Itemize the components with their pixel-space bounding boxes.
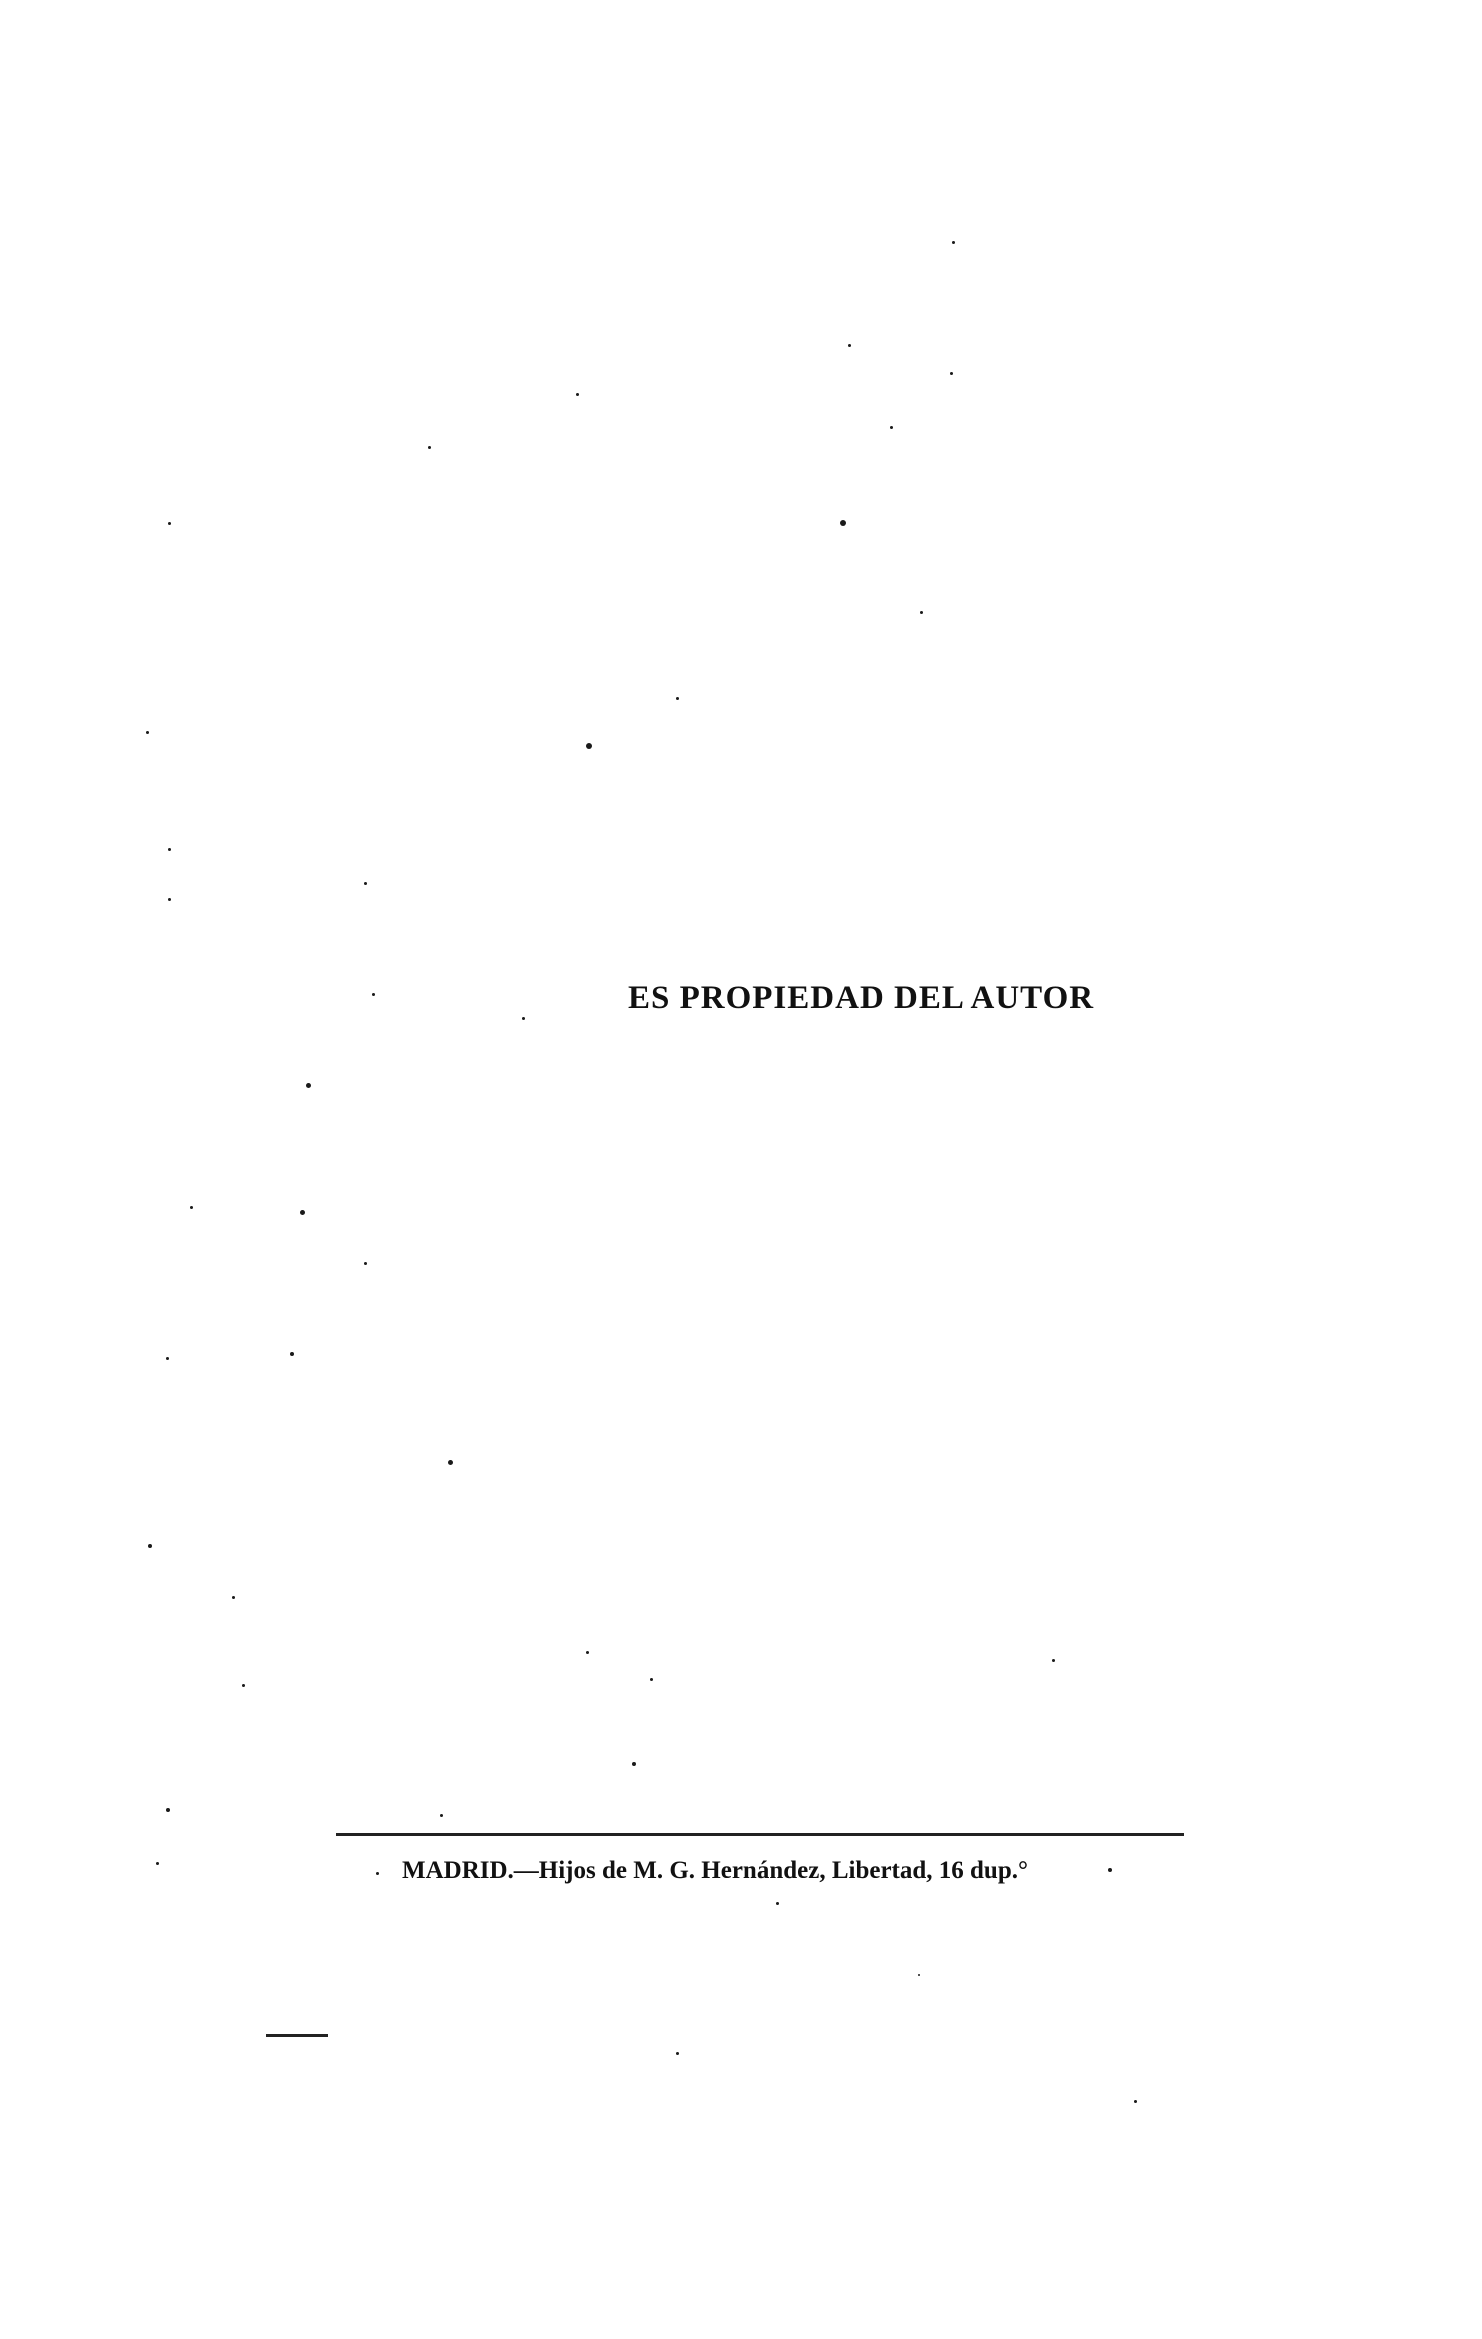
stray-dash-mark [266,2034,328,2037]
horizontal-rule [336,1833,1184,1836]
printer-imprint: MADRID.—Hijos de M. G. Hernández, Libertad, 16 dup.° [402,1857,1028,1884]
copyright-notice: ES PROPIEDAD DEL AUTOR [628,980,1095,1016]
